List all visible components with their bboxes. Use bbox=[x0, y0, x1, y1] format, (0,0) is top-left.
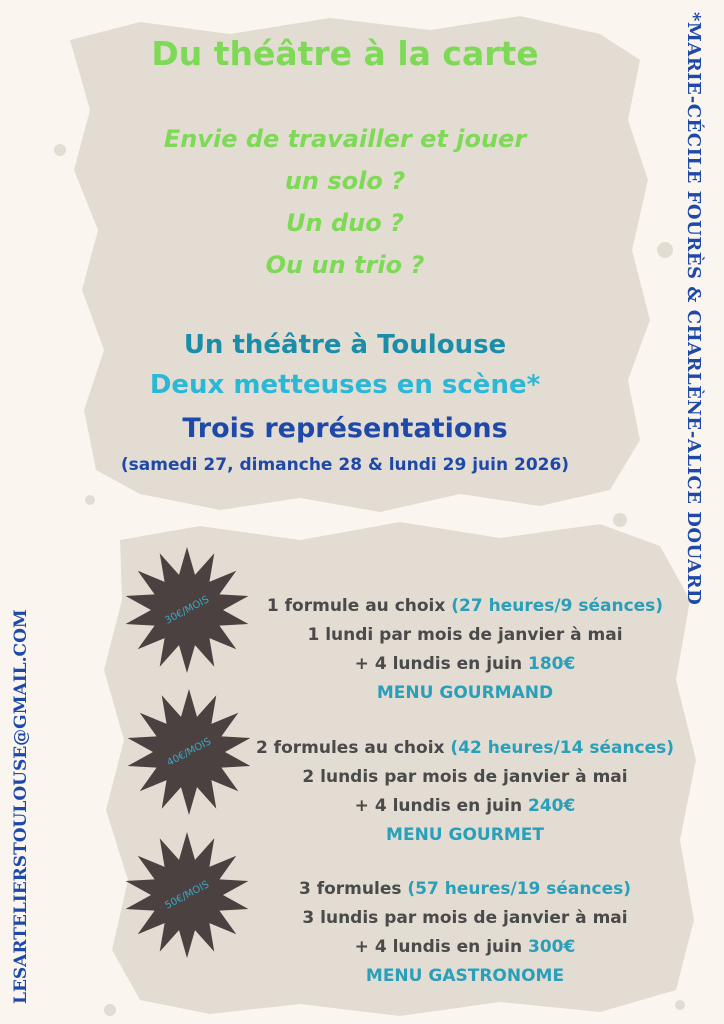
offer-gourmand bbox=[230, 592, 700, 708]
tagline-performances: Trois représentations bbox=[182, 413, 508, 444]
offer-formula: 2 formules au choix (42 heures/14 séances) bbox=[255, 738, 675, 758]
offer-gastronome bbox=[230, 875, 700, 991]
performance-dates: (samedi 27, dimanche 28 & lundi 29 juin 2026) bbox=[120, 455, 570, 475]
offer-menu-name: MENU GASTRONOME bbox=[365, 966, 565, 986]
offer-menu-name: MENU GOURMAND bbox=[376, 683, 554, 703]
price-badge-label: 30€/MOIS bbox=[163, 593, 211, 627]
directors-credit: *MARIE-CÉCILE FOURÈS & CHARLÈNE-ALICE DOUARD bbox=[683, 12, 704, 606]
contact-email[interactable]: LESARTELIERSTOULOUSE@GMAIL.COM bbox=[11, 609, 31, 1004]
offer-formula: 3 formules (57 heures/19 séances) bbox=[298, 879, 632, 899]
question-line: Un duo ? bbox=[286, 209, 404, 237]
tagline-directors: Deux metteuses en scène* bbox=[149, 370, 541, 400]
offer-schedule: 1 lundi par mois de janvier à mai bbox=[307, 625, 623, 645]
question-line: un solo ? bbox=[284, 167, 406, 195]
offer-gourmet bbox=[230, 734, 700, 850]
page-title: Du théâtre à la carte bbox=[151, 34, 539, 73]
question-line: Ou un trio ? bbox=[265, 251, 425, 279]
offer-menu-name: MENU GOURMET bbox=[386, 825, 544, 845]
offer-formula: 1 formule au choix (27 heures/9 séances) bbox=[266, 596, 664, 616]
price-badge-label: 40€/MOIS bbox=[165, 735, 213, 769]
questions bbox=[0, 118, 690, 286]
offer-price: + 4 lundis en juin 180€ bbox=[354, 654, 576, 674]
offer-schedule: 2 lundis par mois de janvier à mai bbox=[302, 767, 628, 787]
offer-price: + 4 lundis en juin 240€ bbox=[354, 796, 576, 816]
offer-price: + 4 lundis en juin 300€ bbox=[354, 937, 576, 957]
offer-schedule: 3 lundis par mois de janvier à mai bbox=[302, 908, 628, 928]
question-line: Envie de travailler et jouer bbox=[163, 125, 527, 153]
price-badge-label: 50€/MOIS bbox=[163, 878, 211, 912]
tagline-theatre: Un théâtre à Toulouse bbox=[183, 330, 507, 360]
